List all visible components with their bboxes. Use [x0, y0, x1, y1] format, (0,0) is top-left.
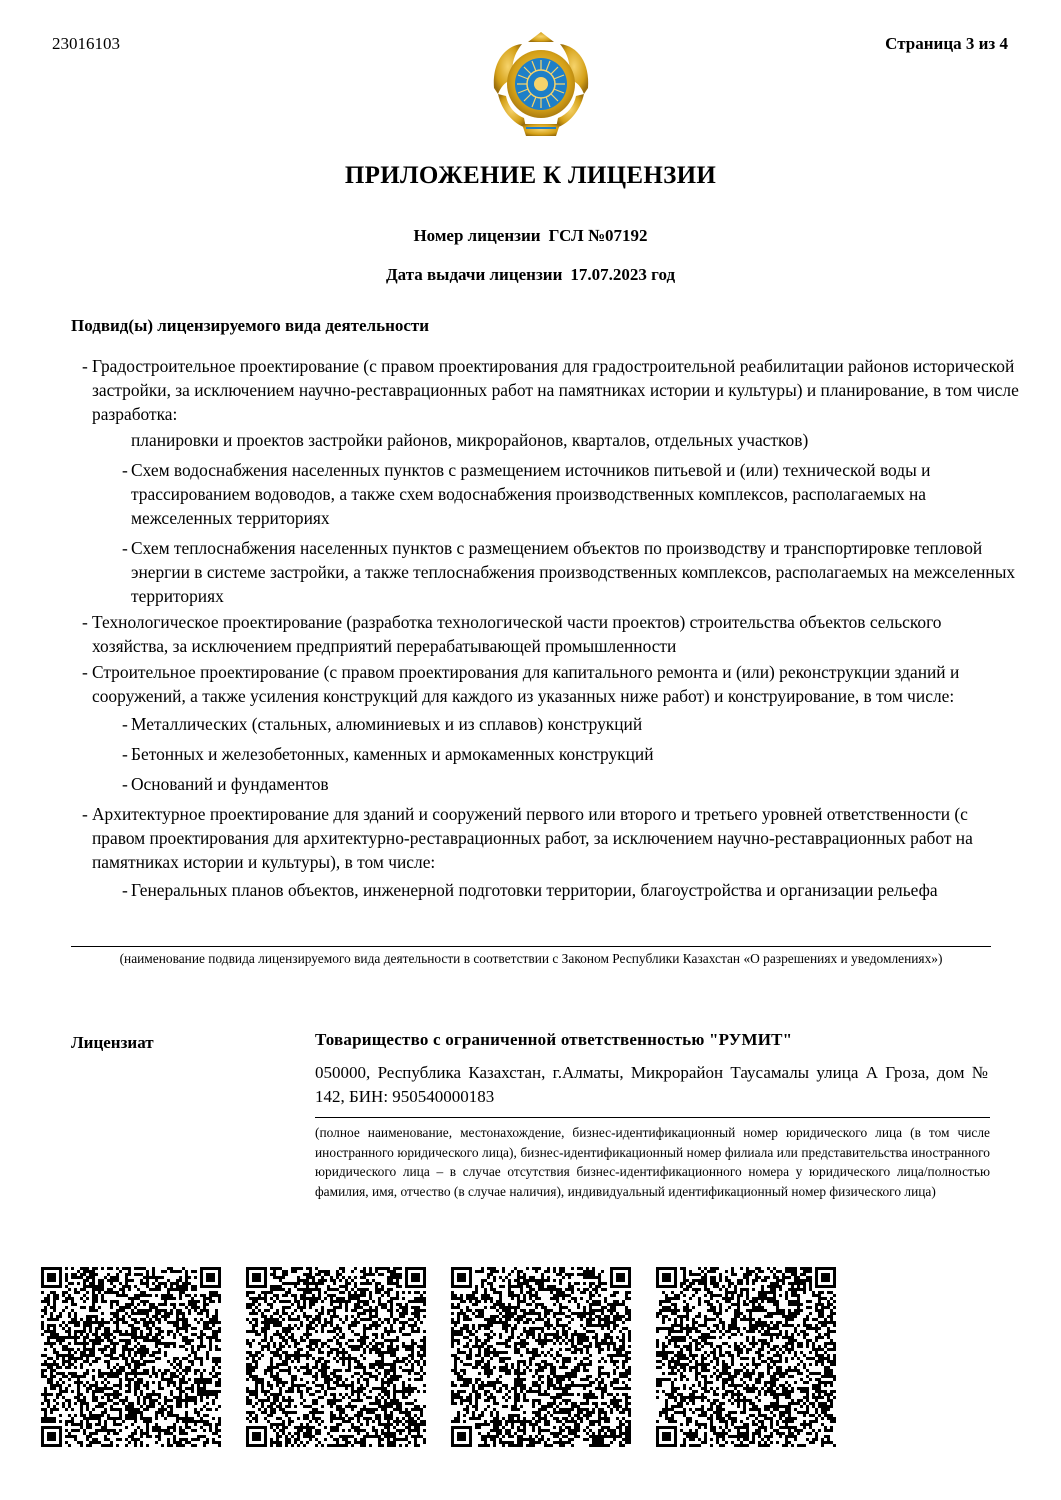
activity-subitem-text: Схем водоснабжения населенных пунктов с размещением источников питьевой и (или) технической воды и трассированием водоводов, а также схем водоснабжения производственных комплексов, располагаемых на межселенных территориях [131, 460, 931, 528]
dash-marker: - [82, 612, 88, 632]
dash-marker: - [122, 774, 128, 794]
activity-item [72, 354, 1020, 426]
dash-marker: - [122, 460, 128, 480]
activity-subitem-text: планировки и проектов застройки районов, микрорайонов, кварталов, отдельных участков) [131, 430, 809, 450]
license-date-value: 17.07.2023 год [570, 265, 676, 284]
qr-modules [451, 1267, 631, 1447]
licensee-name: Товарищество с ограниченной ответственностью "РУМИТ" [315, 1030, 793, 1049]
license-date-label: Дата выдачи лицензии [385, 265, 563, 284]
activity-item [72, 610, 1020, 658]
dash-marker: - [122, 880, 128, 900]
activity-text: Градостроительное проектирование (с правом проектирования для градостроительной реабилитации районов исторической застройки, за исключением научно-реставрационных работ на памятниках истории и культуры) и планирование, в том числе разработка: [92, 356, 1019, 424]
activity-subitem [72, 536, 1020, 608]
qr-modules [656, 1267, 836, 1447]
licensee-address: 050000, Республика Казахстан, г.Алматы, Микрорайон Таусамалы улица А Гроза, дом № 142, БИН: 950540000183 [315, 1063, 988, 1106]
license-date-line [0, 265, 1061, 285]
activity-text: Технологическое проектирование (разработка технологической части проектов) строительства объектов сельского хозяйства, за исключением предприятий перерабатывающей промышленности [92, 612, 942, 656]
dash-marker: - [82, 662, 88, 682]
dash-marker: - [122, 744, 128, 764]
activity-subitem [72, 458, 1020, 530]
activity-subitem [72, 878, 1020, 902]
activity-subitem [72, 742, 1020, 766]
dash-marker: - [122, 538, 128, 558]
qr-modules [41, 1267, 221, 1447]
activity-subitem [72, 428, 1020, 452]
activity-subitem [72, 712, 1020, 736]
activities-list [72, 354, 1020, 908]
activity-subitem-text: Бетонных и железобетонных, каменных и армокаменных конструкций [131, 744, 654, 764]
licensee-caption: (полное наименование, местонахождение, бизнес-идентификационный номер юридического лица (в том числе иностранного юридического лица), бизнес-идентификационный номер филиала или представительства иностранного юридического лица – в случае отсутствия бизнес-идентификационного номера у юридического лица/полностью фамилия, имя, отчество (в случае наличия), индивидуальный идентификационный номер физического лица) [315, 1125, 990, 1199]
license-number-label: Номер лицензии [413, 226, 541, 245]
activity-text: Строительное проектирование (с правом проектирования для капитального ремонта и (или) реконструкции зданий и сооружений, а также усиления конструкций для каждого из указанных ниже работ) и конструирование, в том числе: [92, 662, 960, 706]
dash-marker: - [82, 804, 88, 824]
divider [315, 1117, 990, 1118]
dash-marker: - [82, 356, 88, 376]
activity-item [72, 802, 1020, 874]
dash-marker: - [122, 714, 128, 734]
activity-subitem-text: Металлических (стальных, алюминиевых и из сплавов) конструкций [131, 714, 643, 734]
qr-code-2 [246, 1267, 426, 1447]
activity-subitem-text: Генеральных планов объектов, инженерной подготовки территории, благоустройства и организации рельефа [131, 880, 938, 900]
subtypes-heading: Подвид(ы) лицензируемого вида деятельности [71, 316, 430, 335]
activity-item [72, 660, 1020, 708]
page-indicator: Страница 3 из 4 [885, 34, 1008, 53]
activity-subitem-text: Оснований и фундаментов [131, 774, 329, 794]
qr-modules [246, 1267, 426, 1447]
document-title: ПРИЛОЖЕНИЕ К ЛИЦЕНЗИИ [344, 162, 717, 189]
qr-code-1 [41, 1267, 221, 1447]
qr-code-4 [656, 1267, 836, 1447]
licensee-label: Лицензиат [71, 1033, 154, 1052]
qr-code-3 [451, 1267, 631, 1447]
divider [71, 946, 991, 947]
kazakhstan-state-emblem-icon [484, 28, 598, 142]
license-number-value: ГСЛ №07192 [548, 226, 648, 245]
activity-subitem-text: Схем теплоснабжения населенных пунктов с размещением объектов по производству и транспортировке тепловой энергии в системе застройки, а также теплоснабжения производственных комплексов, располагаемых на межселенных территориях [131, 538, 1016, 606]
activity-subitem [72, 772, 1020, 796]
activity-text: Архитектурное проектирование для зданий и сооружений первого или второго и третьего уровней ответственности (с правом проектирования для архитектурно-реставрационных работ, за исключением научно-реставрационных работ на памятниках истории и культуры), в том числе: [92, 804, 973, 872]
license-number-line [0, 226, 1061, 246]
document-number: 23016103 [52, 34, 120, 53]
activities-caption: (наименование подвида лицензируемого вида деятельности в соответствии с Законом Республики Казахстан «О разрешениях и уведомлениях») [119, 951, 943, 966]
